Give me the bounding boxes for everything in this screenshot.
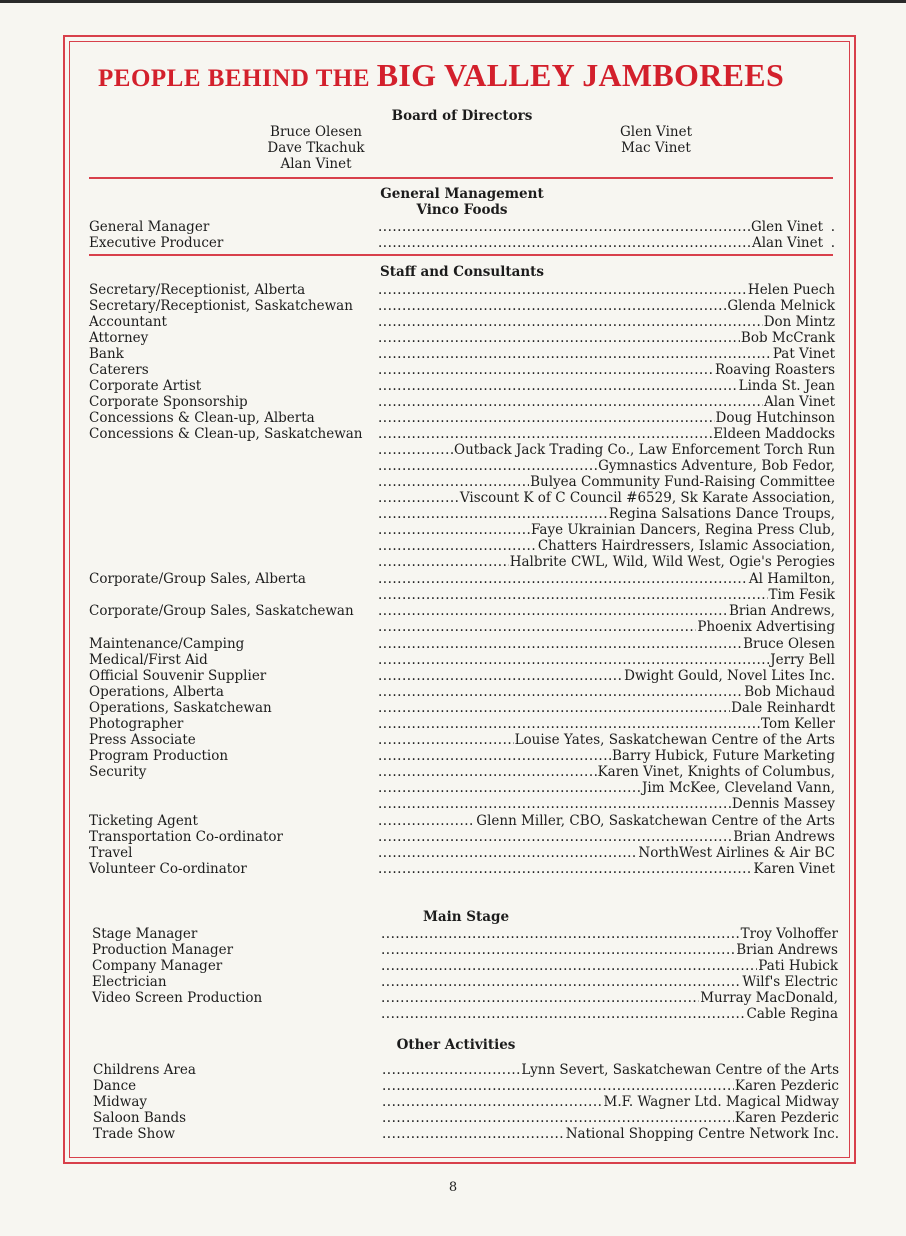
credit-name: M.F. Wagner Ltd. Magical Midway (603, 1094, 839, 1110)
leader-line (378, 426, 835, 442)
dot-leader (378, 716, 760, 732)
dot-leader (378, 571, 748, 587)
credit-name: Bob Michaud (744, 684, 835, 700)
role-label: Medical/First Aid (89, 652, 208, 668)
role-label: Travel (89, 845, 133, 861)
credit-name: Roaving Roasters (715, 362, 835, 378)
role-label: Bank (89, 346, 124, 362)
main-stage-heading: Main Stage (422, 909, 510, 925)
page-top-edge (0, 0, 906, 3)
credit-name: Pati Hubick (758, 958, 838, 974)
dot-leader (378, 603, 728, 619)
credit-row (89, 587, 835, 603)
dot-leader (378, 684, 743, 700)
role-label: Secretary/Receptionist, Alberta (89, 282, 306, 298)
role-label: Secretary/Receptionist, Saskatchewan (89, 298, 353, 314)
leader-line (378, 394, 835, 410)
credit-name: Doug Hutchinson (715, 410, 835, 426)
leader-line (378, 506, 835, 522)
dot-leader (378, 378, 738, 394)
credit-row (89, 764, 835, 780)
leader-line (378, 490, 835, 506)
credit-row (89, 571, 835, 587)
credit-name: Lynn Severt, Saskatchewan Centre of the Arts (521, 1062, 839, 1078)
credit-name: Faye Ukrainian Dancers, Regina Press Club, (530, 522, 835, 538)
board-member: Alan Vinet (280, 156, 352, 172)
dot-leader (378, 652, 769, 668)
credit-name: Brian Andrews, (728, 603, 835, 619)
credit-name: Wilf's Electric (742, 974, 838, 990)
leader-line (378, 796, 835, 812)
credit-name: Jerry Bell (770, 652, 835, 668)
leader-line (378, 813, 835, 829)
credit-name: Al Hamilton, (748, 571, 835, 587)
role-label: Saloon Bands (93, 1110, 187, 1126)
credit-row (89, 219, 835, 235)
credit-row (92, 958, 838, 974)
dot-leader (381, 942, 735, 958)
credit-row (89, 716, 835, 732)
leader-line (378, 829, 835, 845)
role-label: Operations, Saskatchewan (89, 700, 272, 716)
credit-row (89, 684, 835, 700)
credit-row (92, 974, 838, 990)
credit-name: NorthWest Airlines & Air BC (638, 845, 835, 861)
credit-row (89, 668, 835, 684)
dot-leader (378, 235, 751, 251)
role-label: Caterers (89, 362, 149, 378)
leader-line (378, 732, 835, 748)
leader-line (382, 1062, 839, 1078)
role-label: Corporate/Group Sales, Alberta (89, 571, 306, 587)
board-member: Dave Tkachuk (267, 140, 365, 156)
credit-name: Tim Fesik (768, 587, 835, 603)
credit-row (92, 926, 838, 942)
credit-name: Karen Vinet (753, 861, 835, 877)
credit-name: Phoenix Advertising (697, 619, 835, 635)
leader-line (378, 861, 835, 877)
credit-name: Alan Vinet (763, 394, 835, 410)
role-label: Corporate/Group Sales, Saskatchewan (89, 603, 354, 619)
credit-row (92, 942, 838, 958)
dot-leader (381, 1006, 746, 1022)
leader-line (378, 845, 835, 861)
credit-name: Glen Vinet (750, 219, 823, 235)
vinco-foods-heading: Vinco Foods (416, 202, 508, 218)
role-label: Company Manager (92, 958, 223, 974)
trailing-mark: . (830, 235, 835, 251)
role-label: Operations, Alberta (89, 684, 224, 700)
dot-leader (381, 990, 699, 1006)
credit-row (89, 298, 835, 314)
credit-row (93, 1126, 839, 1142)
credit-name: National Shopping Centre Network Inc. (565, 1126, 839, 1142)
dot-leader (378, 346, 772, 362)
dot-leader (378, 668, 623, 684)
dot-leader (378, 829, 732, 845)
dot-leader (378, 845, 637, 861)
leader-line (378, 362, 835, 378)
board-member: Glen Vinet (619, 124, 692, 140)
role-label: Program Production (89, 748, 229, 764)
credit-name: Dale Reinhardt (731, 700, 835, 716)
dot-leader (378, 474, 529, 490)
credit-name: Jim McKee, Cleveland Vann, (642, 780, 835, 796)
role-label: Production Manager (92, 942, 234, 958)
dot-leader (378, 700, 730, 716)
credit-row (89, 235, 835, 251)
leader-line (378, 522, 835, 538)
leader-line (378, 780, 835, 796)
board-heading: Board of Directors (391, 108, 533, 124)
credit-name: Karen Pezderic (734, 1110, 839, 1126)
dot-leader (378, 506, 608, 522)
credit-row (89, 619, 835, 635)
leader-line (381, 926, 838, 942)
leader-line (378, 619, 835, 635)
leader-line (378, 378, 835, 394)
section-divider (89, 254, 833, 256)
credit-row (89, 603, 835, 619)
board-member: Bruce Olesen (270, 124, 362, 140)
dot-leader (378, 442, 453, 458)
leader-line (378, 587, 835, 603)
credit-row (89, 538, 835, 554)
leader-line (378, 748, 835, 764)
credit-row (89, 861, 835, 877)
dot-leader (378, 219, 750, 235)
leader-line (378, 282, 835, 298)
credit-name: Brian Andrews (733, 829, 835, 845)
role-label: Corporate Sponsorship (89, 394, 248, 410)
credit-name: Karen Pezderic (734, 1078, 839, 1094)
leader-line (378, 538, 835, 554)
credit-row (89, 748, 835, 764)
credit-row (89, 813, 835, 829)
credit-name: Regina Salsations Dance Troups, (608, 506, 835, 522)
credit-name: Helen Puech (747, 282, 835, 298)
leader-line (381, 974, 838, 990)
leader-line (381, 1006, 838, 1022)
dot-leader (381, 958, 757, 974)
credit-row (89, 652, 835, 668)
title-part-1: PEOPLE BEHIND THE (98, 65, 377, 92)
credit-name: Halbrite CWL, Wild, Wild West, Ogie's Perogies (509, 554, 835, 570)
credit-name: Tom Keller (761, 716, 835, 732)
leader-line (381, 958, 838, 974)
dot-leader (378, 426, 712, 442)
credit-name: Bruce Olesen (743, 636, 835, 652)
credit-row (93, 1094, 839, 1110)
dot-leader (378, 282, 747, 298)
dot-leader (381, 926, 740, 942)
leader-line (378, 554, 835, 570)
role-label: Dance (93, 1078, 137, 1094)
board-right-list (596, 124, 716, 156)
leader-line (378, 603, 835, 619)
role-label: Official Souvenir Supplier (89, 668, 267, 684)
credit-name: Pat Vinet (772, 346, 835, 362)
leader-line (381, 990, 838, 1006)
credit-row (89, 522, 835, 538)
credit-row (89, 394, 835, 410)
role-label: Concessions & Clean-up, Alberta (89, 410, 315, 426)
dot-leader (378, 554, 509, 570)
dot-leader (378, 780, 641, 796)
role-label: Childrens Area (93, 1062, 196, 1078)
role-label: Ticketing Agent (89, 813, 198, 829)
role-label: Press Associate (89, 732, 196, 748)
credit-name: Don Mintz (763, 314, 835, 330)
dot-leader (378, 861, 752, 877)
leader-line (378, 636, 835, 652)
role-label: Attorney (89, 330, 149, 346)
dot-leader (378, 732, 514, 748)
credit-row (89, 554, 835, 570)
credit-row (89, 378, 835, 394)
credit-name: Dennis Massey (731, 796, 835, 812)
credit-row (89, 362, 835, 378)
credit-name: Linda St. Jean (738, 378, 835, 394)
dot-leader (378, 362, 714, 378)
credit-row (89, 314, 835, 330)
leader-line (378, 235, 835, 251)
credit-row (93, 1062, 839, 1078)
credit-row (89, 732, 835, 748)
credit-name: Karen Vinet, Knights of Columbus, (597, 764, 835, 780)
leader-line (378, 219, 835, 235)
credit-name: Gymnastics Adventure, Bob Fedor, (598, 458, 835, 474)
credit-row (89, 458, 835, 474)
leader-line (378, 442, 835, 458)
leader-line (378, 474, 835, 490)
leader-line (382, 1078, 839, 1094)
dot-leader (382, 1062, 520, 1078)
credit-name: Brian Andrews (736, 942, 838, 958)
credit-row (93, 1078, 839, 1094)
dot-leader (378, 764, 597, 780)
dot-leader (378, 314, 763, 330)
dot-leader (382, 1110, 734, 1126)
dot-leader (378, 538, 537, 554)
dot-leader (382, 1078, 734, 1094)
leader-line (378, 314, 835, 330)
role-label: Transportation Co-ordinator (89, 829, 283, 845)
leader-line (378, 684, 835, 700)
leader-line (378, 668, 835, 684)
credit-name: Murray MacDonald, (700, 990, 838, 1006)
credit-row (89, 346, 835, 362)
credit-name: Bob McCrank (740, 330, 835, 346)
leader-line (378, 458, 835, 474)
role-label: Trade Show (93, 1126, 176, 1142)
credit-name: Dwight Gould, Novel Lites Inc. (624, 668, 835, 684)
page-number: 8 (448, 1180, 458, 1195)
dot-leader (378, 458, 597, 474)
page-title (98, 57, 838, 97)
general-management-heading: General Management (380, 186, 544, 202)
credit-row (89, 282, 835, 298)
dot-leader (378, 394, 763, 410)
credit-row (89, 442, 835, 458)
role-label: Corporate Artist (89, 378, 202, 394)
staff-heading: Staff and Consultants (380, 264, 544, 280)
title-part-2: BIG VALLEY JAMBOREES (376, 57, 785, 93)
board-left-list (246, 124, 386, 172)
leader-line (382, 1094, 839, 1110)
leader-line (378, 298, 835, 314)
credit-row (89, 780, 835, 796)
dot-leader (378, 587, 768, 603)
credit-name: Cable Regina (746, 1006, 838, 1022)
dot-leader (382, 1094, 603, 1110)
credit-name: Glenda Melnick (727, 298, 835, 314)
credit-row (92, 1006, 838, 1022)
role-label: Executive Producer (89, 235, 224, 251)
leader-line (382, 1110, 839, 1126)
dot-leader (378, 748, 611, 764)
dot-leader (378, 636, 742, 652)
credit-name: Chatters Hairdressers, Islamic Association, (537, 538, 835, 554)
role-label: General Manager (89, 219, 210, 235)
dot-leader (378, 619, 696, 635)
credit-row (89, 796, 835, 812)
leader-line (378, 716, 835, 732)
credit-row (93, 1110, 839, 1126)
section-divider (89, 177, 833, 179)
role-label: Photographer (89, 716, 184, 732)
credit-name: Glenn Miller, CBO, Saskatchewan Centre of the Arts (476, 813, 835, 829)
leader-line (382, 1126, 839, 1142)
credit-name: Barry Hubick, Future Marketing (611, 748, 835, 764)
credit-row (89, 506, 835, 522)
credit-name: Eldeen Maddocks (713, 426, 835, 442)
credit-row (89, 410, 835, 426)
leader-line (378, 330, 835, 346)
dot-leader (378, 813, 475, 829)
role-label: Accountant (89, 314, 167, 330)
dot-leader (378, 490, 459, 506)
leader-line (378, 764, 835, 780)
leader-line (381, 942, 838, 958)
leader-line (378, 700, 835, 716)
credit-name: Bulyea Community Fund-Raising Committee (530, 474, 835, 490)
dot-leader (378, 522, 530, 538)
other-activities-heading: Other Activities (396, 1037, 516, 1053)
credit-name: Louise Yates, Saskatchewan Centre of the Arts (514, 732, 835, 748)
credit-name: Outback Jack Trading Co., Law Enforcement Torch Run (454, 442, 835, 458)
credit-row (89, 845, 835, 861)
trailing-mark: . (830, 219, 835, 235)
dot-leader (382, 1126, 565, 1142)
credit-name: Troy Volhoffer (740, 926, 838, 942)
credit-row (89, 474, 835, 490)
role-label: Security (89, 764, 147, 780)
credit-name: Viscount K of C Council #6529, Sk Karate Association, (459, 490, 835, 506)
credit-row (89, 829, 835, 845)
credit-row (89, 636, 835, 652)
credit-row (89, 330, 835, 346)
role-label: Video Screen Production (92, 990, 263, 1006)
dot-leader (378, 796, 731, 812)
credit-row (89, 490, 835, 506)
role-label: Midway (93, 1094, 148, 1110)
board-member: Mac Vinet (621, 140, 691, 156)
dot-leader (381, 974, 741, 990)
role-label: Maintenance/Camping (89, 636, 245, 652)
leader-line (378, 652, 835, 668)
role-label: Concessions & Clean-up, Saskatchewan (89, 426, 363, 442)
credit-row (89, 700, 835, 716)
leader-line (378, 346, 835, 362)
role-label: Volunteer Co-ordinator (89, 861, 247, 877)
leader-line (378, 410, 835, 426)
role-label: Electrician (92, 974, 167, 990)
dot-leader (378, 410, 715, 426)
credit-row (92, 990, 838, 1006)
credit-name: Alan Vinet (751, 235, 823, 251)
role-label: Stage Manager (92, 926, 198, 942)
dot-leader (378, 298, 726, 314)
credit-row (89, 426, 835, 442)
leader-line (378, 571, 835, 587)
dot-leader (378, 330, 740, 346)
